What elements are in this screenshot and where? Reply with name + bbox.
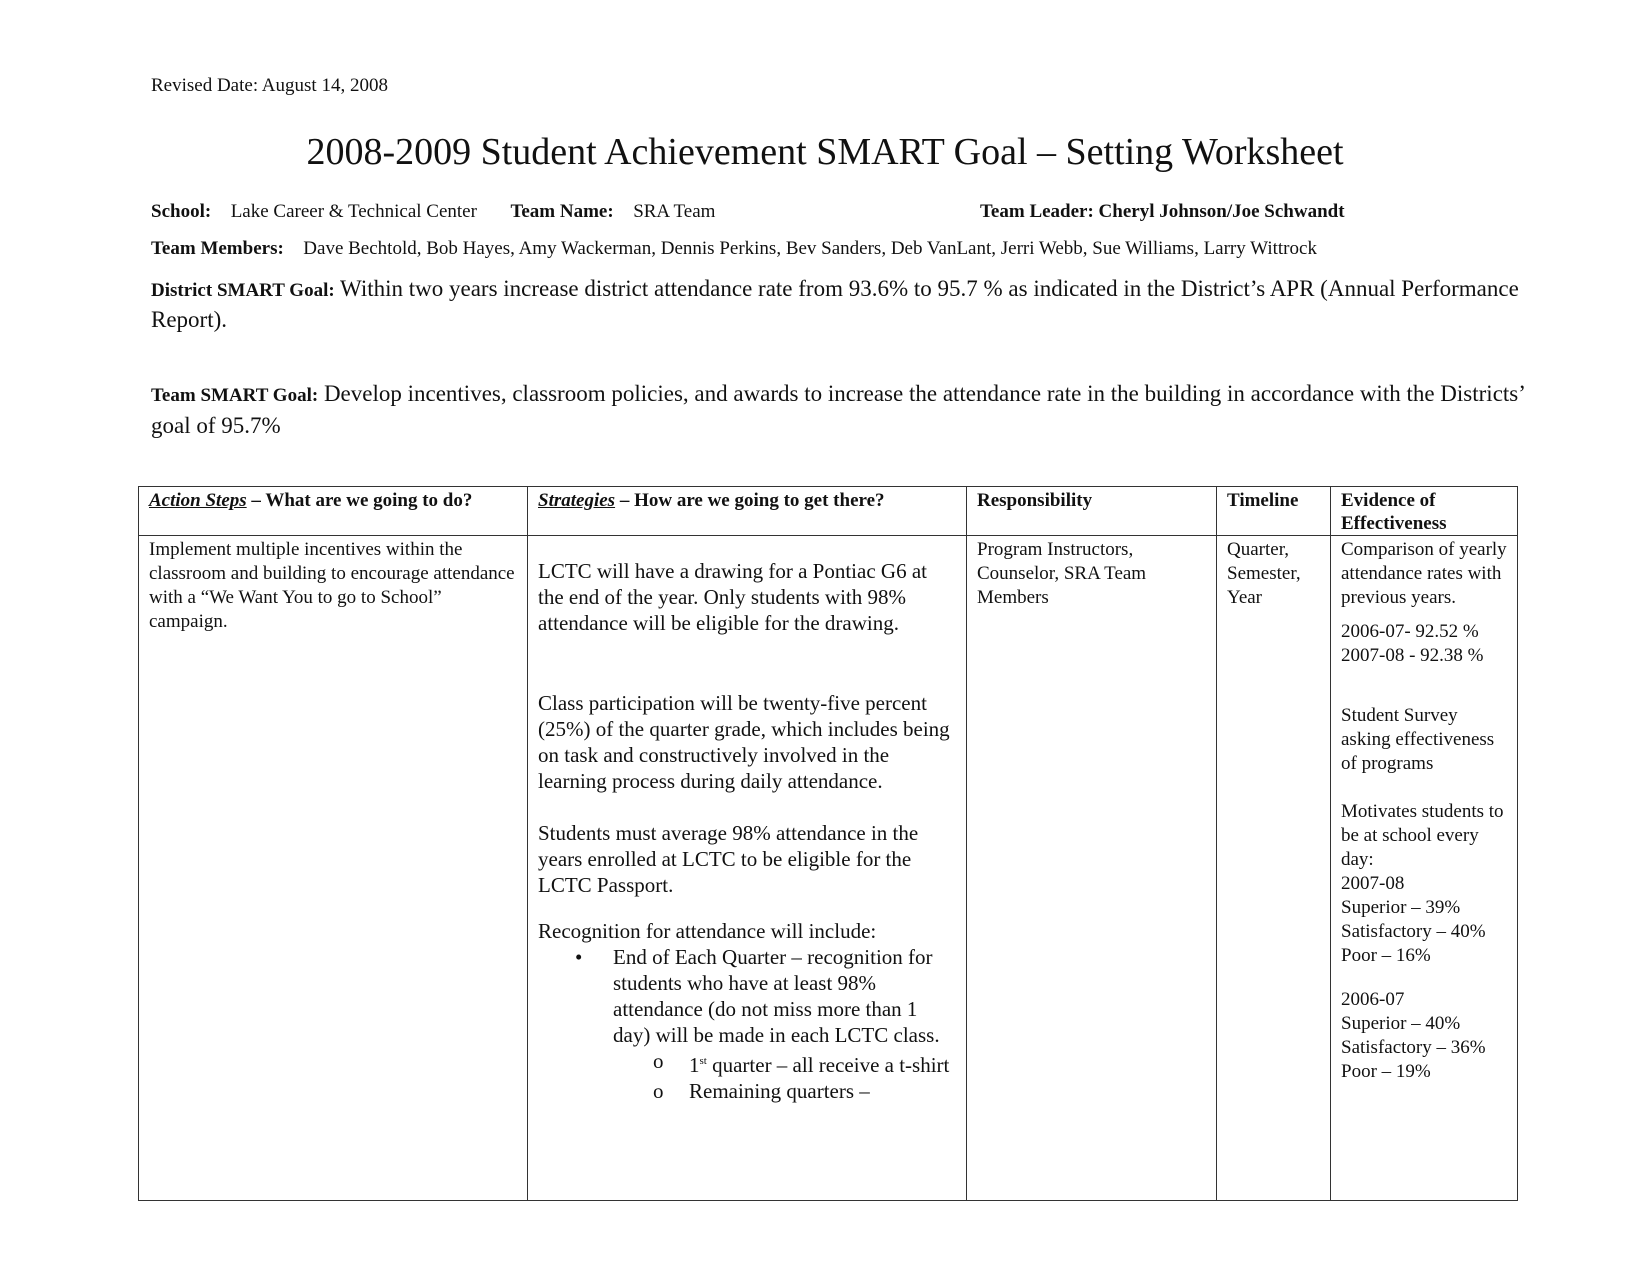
- evidence-rate-2006: 2006-07- 92.52 %: [1341, 621, 1479, 642]
- list-item: o Remaining quarters –: [689, 1078, 956, 1104]
- header-action-em: Action Steps: [149, 490, 247, 511]
- strategy-drawing: LCTC will have a drawing for a Pontiac G6 at the end of the year. Only students with 98% attendance will be eligible for the drawing.: [538, 559, 927, 635]
- district-goal: [151, 274, 1531, 334]
- evidence-motivates: Motivates students to be at school every day:: [1341, 801, 1504, 870]
- goal-table: [138, 486, 1518, 1201]
- team-goal: [151, 379, 1531, 441]
- district-goal-label: District SMART Goal:: [151, 280, 335, 301]
- evidence-survey: Student Survey asking effectiveness of programs: [1341, 705, 1495, 774]
- school-value: Lake Career & Technical Center: [230, 201, 477, 222]
- revised-date: Revised Date: August 14, 2008: [151, 75, 388, 96]
- team-name-label: Team Name:: [510, 201, 614, 222]
- header-evidence: Evidence of Effectiveness: [1331, 487, 1518, 536]
- quarter-list: [613, 1048, 956, 1104]
- school-row: [151, 201, 715, 223]
- header-action-steps: [139, 487, 528, 536]
- recognition-list: [538, 944, 956, 1104]
- table-row: [139, 536, 1518, 1201]
- strategy-passport: Students must average 98% attendance in the years enrolled at LCTC to be eligible for the LCTC Passport.: [538, 821, 919, 897]
- evidence-year-2007-08: 2007-08: [1341, 873, 1405, 894]
- responsibility-cell: Program Instructors, Counselor, SRA Team Members: [967, 536, 1217, 1201]
- header-responsibility: Responsibility: [967, 487, 1217, 536]
- team-members-label: Team Members:: [151, 238, 284, 259]
- list-item: • End of Each Quarter – recognition for students who have at least 98% attendance (do not miss more than 1 day) will be made in each LCTC class. o 1st quarter – all receive a t-shirt o Remaining quarters –: [613, 944, 956, 1104]
- action-cell: Implement multiple incentives within the classroom and building to encourage attendance with a “We Want You to go to School” campaign.: [139, 536, 528, 1201]
- team-leader: Team Leader: Cheryl Johnson/Joe Schwandt: [980, 201, 1345, 222]
- school-label: School:: [151, 201, 212, 222]
- team-members-value: Dave Bechtold, Bob Hayes, Amy Wackerman, Dennis Perkins, Bev Sanders, Deb VanLant, Jerri Webb, Sue Williams, Larry Wittrock: [303, 238, 1317, 259]
- header-action-rest: – What are we going to do?: [246, 490, 473, 511]
- evidence-year-2006-07: 2006-07: [1341, 989, 1405, 1010]
- strategy-recognition: Recognition for attendance will include:: [538, 919, 877, 943]
- table-header-row: [139, 487, 1518, 536]
- evidence-rate-2007: 2007-08 - 92.38 %: [1341, 645, 1484, 666]
- page-title: 2008-2009 Student Achievement SMART Goal – Setting Worksheet: [306, 131, 1344, 173]
- strategies-cell: [528, 536, 967, 1201]
- evidence-comparison: Comparison of yearly attendance rates with previous years.: [1341, 539, 1507, 608]
- header-strat-rest: – How are we going to get there?: [615, 490, 885, 511]
- list-item: o 1st quarter – all receive a t-shirt: [689, 1048, 956, 1078]
- district-goal-text: Within two years increase district attendance rate from 93.6% to 95.7 % as indicated in the District’s APR (Annual Performance Report).: [151, 276, 1519, 332]
- team-goal-text: Develop incentives, classroom policies, and awards to increase the attendance rate in the building in accordance with the Districts’ goal of 95.7%: [151, 381, 1525, 438]
- team-goal-label: Team SMART Goal:: [151, 385, 319, 406]
- header-timeline: Timeline: [1217, 487, 1331, 536]
- strategy-participation: Class participation will be twenty-five percent (25%) of the quarter grade, which includes being on task and constructively involved in the learning process during daily attendance.: [538, 691, 950, 793]
- header-strat-em: Strategies: [538, 490, 616, 511]
- header-strategies: [528, 487, 967, 536]
- team-name-value: SRA Team: [633, 201, 716, 222]
- timeline-cell: Quarter, Semester, Year: [1217, 536, 1331, 1201]
- evidence-cell: Comparison of yearly attendance rates with previous years. 2006-07- 92.52 % 2007-08 - 92.38 % Student Survey asking effectiveness of programs Motivates students to be at school every day: 2007-08 Superior – 39% Satisfactory – 40% Poor – 16% 2006-07 Superior – 40% Satisfactory – 36% Poor – 19%: [1331, 536, 1518, 1201]
- team-members-row: [151, 238, 1317, 260]
